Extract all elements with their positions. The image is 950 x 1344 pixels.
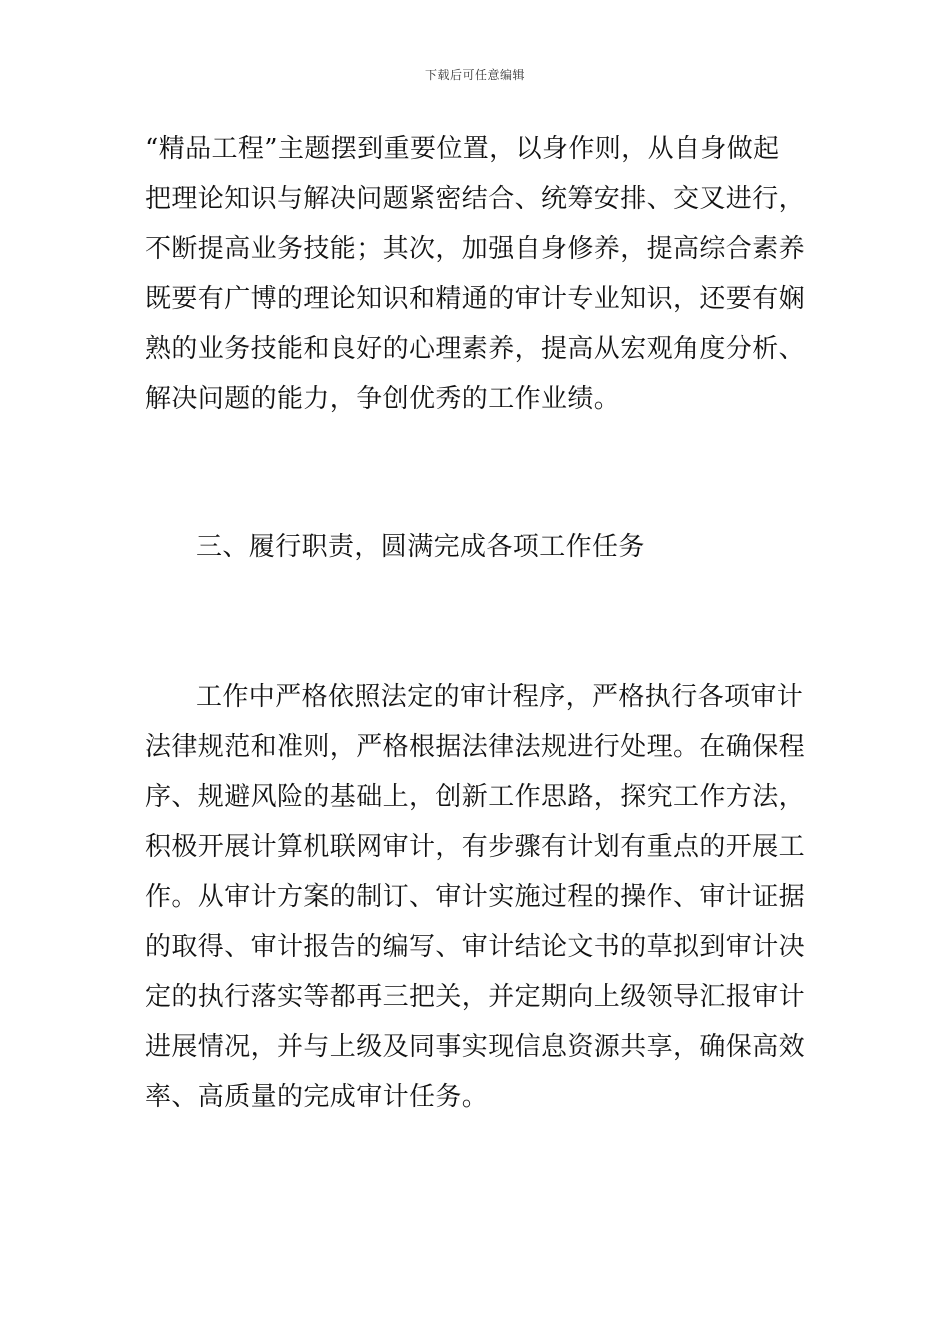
paragraph-1-line-1: “精品工程”主题摆到重要位置，以身作则，从自身做起: [145, 134, 780, 164]
paragraph-2-line-7: 定的执行落实等都再三把关，并定期向上级领导汇报审计: [145, 982, 806, 1012]
paragraph-2-line-3: 序、规避风险的基础上，创新工作思路，探究工作方法，: [145, 782, 806, 812]
paragraph-2-line-4: 积极开展计算机联网审计，有步骤有计划有重点的开展工: [145, 832, 806, 862]
paragraph-1-line-2: 把理论知识与解决问题紧密结合、统筹安排、交叉进行，: [145, 184, 806, 214]
paragraph-1-line-5: 熟的业务技能和良好的心理素养，提高从宏观角度分析、: [145, 334, 806, 364]
paragraph-2-line-5: 作。从审计方案的制订、审计实施过程的操作、审计证据: [145, 882, 806, 912]
paragraph-2-line-2: 法律规范和准则，严格根据法律法规进行处理。在确保程: [145, 732, 806, 762]
paragraph-1-line-4: 既要有广博的理论知识和精通的审计专业知识，还要有娴: [145, 284, 806, 314]
section-heading: 三、履行职责，圆满完成各项工作任务: [196, 532, 645, 562]
paragraph-2-line-8: 进展情况，并与上级及同事实现信息资源共享，确保高效: [145, 1032, 806, 1062]
paragraph-2-line-6: 的取得、审计报告的编写、审计结论文书的草拟到审计决: [145, 932, 806, 962]
paragraph-1-line-6: 解决问题的能力，争创优秀的工作业绩。: [145, 384, 621, 414]
paragraph-1-line-3: 不断提高业务技能；其次，加强自身修养，提高综合素养: [145, 234, 806, 264]
paragraph-2-line-9: 率、高质量的完成审计任务。: [145, 1082, 489, 1112]
paragraph-2-line-1: 工作中严格依照法定的审计程序，严格执行各项审计: [196, 682, 804, 712]
page-header: 下载后可任意编辑: [424, 68, 525, 82]
